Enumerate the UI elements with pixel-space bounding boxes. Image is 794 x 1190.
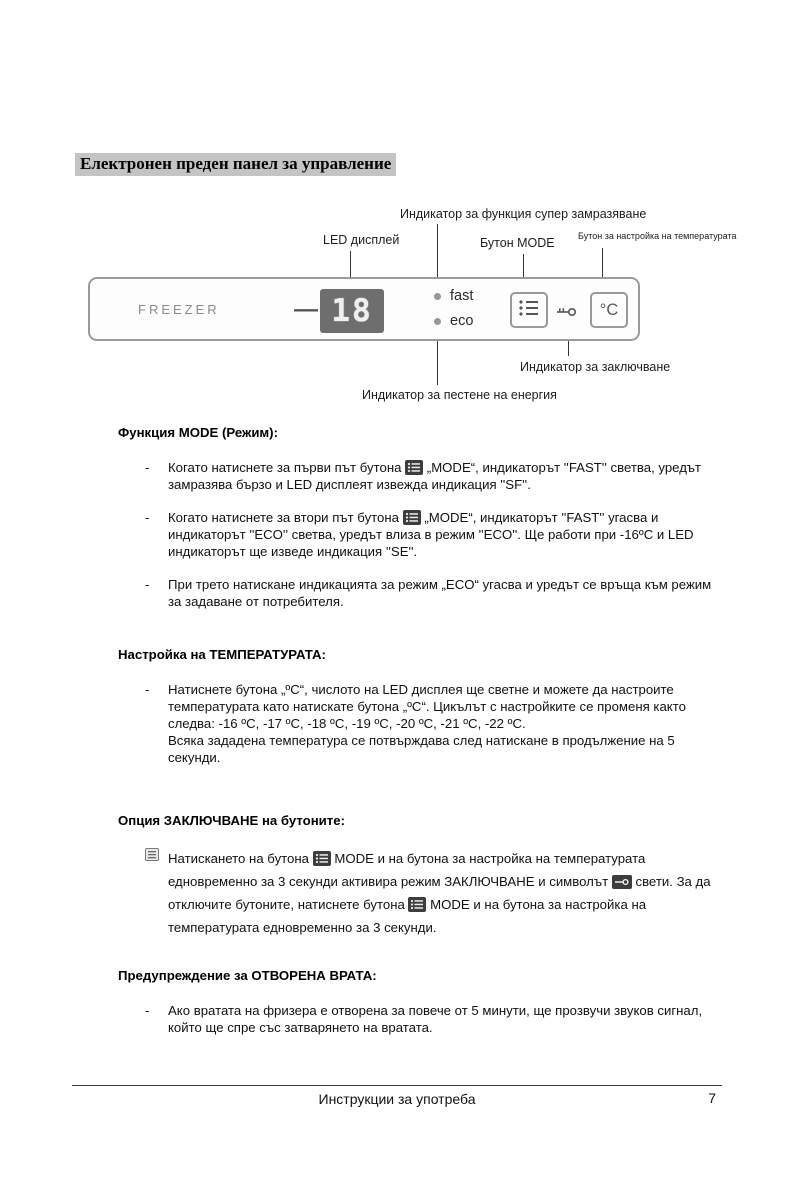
lock-part-4: MODE и на бутона за настройка на температурата едновременно за 3 секунди. — [168, 897, 647, 935]
minus-sign: — — [294, 296, 318, 323]
temperature-section-heading: Настройка на ТЕМПЕРАТУРАТА: — [118, 647, 326, 662]
page-number: 7 — [708, 1090, 716, 1106]
body-content — [118, 424, 718, 1036]
eco-indicator-dot — [434, 318, 441, 325]
led-display-value: 18 — [331, 293, 373, 329]
pointer-line-super-freeze — [437, 224, 438, 277]
lock-key-icon — [556, 305, 578, 323]
lock-part-1: Натискането на бутона — [168, 851, 310, 866]
pointer-line-led-display — [350, 251, 351, 277]
temperature-button-label: °C — [599, 300, 619, 319]
lock-paragraph-item — [118, 847, 718, 939]
label-lock-indicator: Индикатор за заключване — [520, 360, 671, 374]
mode-step-2-text — [168, 509, 718, 560]
bullet-dash: - — [145, 1003, 150, 1018]
mode-section-heading: Функция MODE (Режим): — [118, 425, 278, 440]
section-temperature — [118, 646, 718, 766]
mode-button — [510, 292, 548, 328]
section-mode — [118, 424, 718, 610]
temperature-step-text — [168, 681, 718, 766]
mode-list-icon — [517, 298, 541, 323]
lock-part-2: MODE и на бутона за настройка на температурата едновременно за 3 секунди активира режим ЗАКЛЮЧВАНЕ и символът — [168, 851, 646, 889]
pointer-line-energy-indicator — [437, 341, 438, 385]
label-energy-indicator: Индикатор за пестене на енергия — [362, 388, 557, 402]
indicator-column — [434, 288, 473, 329]
door-warning-item — [118, 1002, 718, 1036]
bullet-dash: - — [145, 460, 150, 475]
mode-button-icon — [405, 460, 423, 475]
label-led-display: LED дисплей — [323, 233, 400, 247]
list-bullet-icon — [145, 847, 168, 939]
mode-button-icon — [403, 510, 421, 525]
temperature-step — [118, 681, 718, 766]
bullet-dash: - — [145, 510, 150, 525]
lock-section-heading: Опция ЗАКЛЮЧВАНЕ на бутоните: — [118, 813, 345, 828]
pointer-line-mode-button — [523, 254, 524, 277]
pointer-line-temp-button — [602, 248, 603, 277]
freezer-brand-label: FREEZER — [138, 302, 220, 317]
mode-step-2-before: Когато натиснете за втори път бутона — [168, 510, 400, 525]
bullet-dash: - — [145, 577, 150, 592]
control-panel — [88, 277, 640, 341]
mode-step-3-text: При трето натискане индикацията за режим „ECO“ угасва и уредът се връща към режим за задаване от потребителя. — [168, 577, 712, 609]
temperature-button — [590, 292, 628, 328]
label-temp-button: Бутон за настройка на температурата — [578, 231, 737, 241]
fast-indicator — [434, 288, 473, 304]
mode-step-1-before: Когато натиснете за първи път бутона — [168, 460, 402, 475]
lock-paragraph — [168, 847, 718, 939]
pointer-line-lock-indicator — [568, 341, 569, 356]
mode-button-icon — [313, 851, 331, 866]
mode-step-3 — [118, 576, 718, 610]
lock-part-3: свети. За да отключите бутоните, натиснете бутона — [168, 874, 711, 912]
section-lock — [118, 812, 718, 939]
label-super-freeze-indicator: Индикатор за функция супер замразяване — [400, 207, 647, 221]
mode-step-1 — [118, 459, 718, 493]
mode-step-2-after: „MODE“, индикаторът ''FAST'' угасва и индикаторът ''ECO'' светва, уредът влиза в режим ''ECO''. Ще работи при -16ºC и LED индикаторът ще изведе индикация ''SE''. — [168, 510, 694, 559]
page-title: Електронен преден панел за управление — [75, 153, 396, 176]
bullet-dash: - — [145, 682, 150, 697]
label-mode-button: Бутон MODE — [480, 236, 555, 250]
page-footer — [72, 1085, 722, 1109]
fast-indicator-label: fast — [450, 288, 474, 304]
door-section-heading: Предупреждение за ОТВОРЕНА ВРАТА: — [118, 968, 377, 983]
eco-indicator — [434, 313, 473, 329]
mode-step-1-text — [168, 459, 718, 493]
mode-button-icon — [408, 897, 426, 912]
temperature-line-1: Натиснете бутона „ºC“, числото на LED дисплея ще светне и можете да настроите температурата като натискате бутона „ºC“. Цикълът с настройките се променя както следва: -16 ºC, -17 ºC, -18 ºC, -19 ºC, -20 ºC, -21 ºC, -22 ºC. — [168, 682, 686, 731]
temperature-line-2: Всяка зададена температура се потвърждава след натискане в продължение на 5 секунди. — [168, 733, 675, 765]
fast-indicator-dot — [434, 293, 441, 300]
door-warning-text: Ако вратата на фризера е отворена за повече от 5 минути, ще прозвучи звуков сигнал, който ще спре със затварянето на вратата. — [168, 1003, 703, 1035]
eco-indicator-label: eco — [450, 313, 474, 329]
footer-label: Инструкции за употреба — [318, 1091, 476, 1107]
section-door — [118, 967, 718, 1036]
mode-step-2 — [118, 509, 718, 560]
mode-step-1-after: „MODE“, индикаторът ''FAST'' светва, уредът замразява бързо и LED дисплеят извежда индикация ''SF''. — [168, 460, 701, 492]
led-display — [320, 289, 384, 333]
lock-symbol-icon — [612, 874, 632, 889]
